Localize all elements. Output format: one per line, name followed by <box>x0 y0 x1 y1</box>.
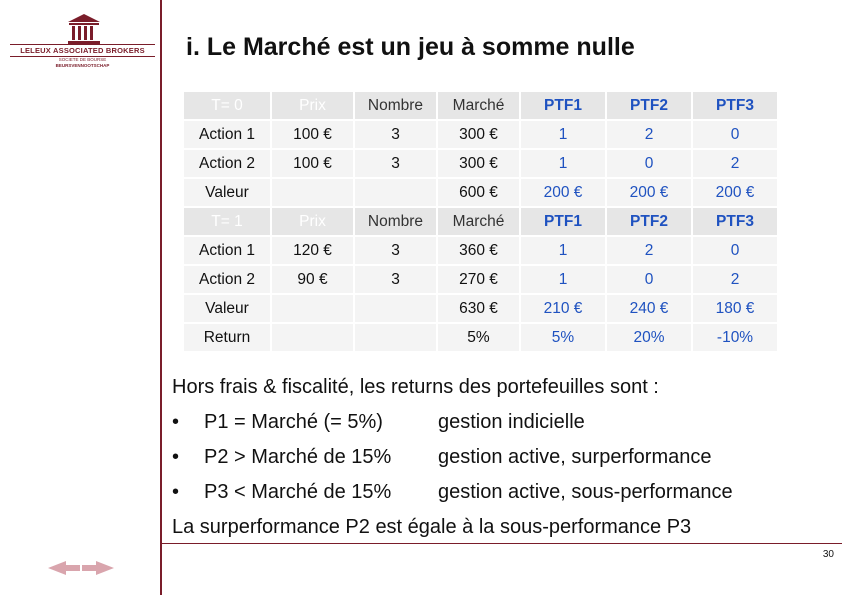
bullet-icon: • <box>172 481 180 503</box>
table-cell: 2 <box>693 266 777 293</box>
logo-subtitle-2: BEURSVENNOOTSCHAP <box>55 63 110 68</box>
table-cell: Action 2 <box>184 266 270 293</box>
table-cell: 5% <box>438 324 519 351</box>
slide-title: i. Le Marché est un jeu à somme nulle <box>186 33 635 61</box>
table-cell: 300 € <box>438 121 519 148</box>
header-cell: PTF1 <box>521 208 605 235</box>
table-cell: Action 1 <box>184 121 270 148</box>
table-cell: 2 <box>607 121 691 148</box>
previous-arrow-icon[interactable] <box>48 561 80 575</box>
table-cell: 120 € <box>272 237 353 264</box>
header-cell: Nombre <box>355 208 436 235</box>
table-row <box>184 295 777 322</box>
table-cell: 200 € <box>607 179 691 206</box>
table-cell: 600 € <box>438 179 519 206</box>
table-row <box>184 324 777 351</box>
list-item <box>172 440 832 475</box>
table-cell: 1 <box>521 266 605 293</box>
header-cell: PTF2 <box>607 208 691 235</box>
bullet-right-text: gestion indicielle <box>438 411 585 433</box>
table-cell: 200 € <box>521 179 605 206</box>
conclusion-text: La surperformance P2 est égale à la sous-performance P3 <box>172 516 692 538</box>
table-cell: 100 € <box>272 121 353 148</box>
bullet-icon: • <box>172 446 180 468</box>
logo-subtitle: SOCIETE DE BOURSE <box>58 57 107 62</box>
header-cell: Prix <box>272 92 353 119</box>
list-item <box>172 405 832 440</box>
table-cell: 90 € <box>272 266 353 293</box>
header-cell: Marché <box>438 92 519 119</box>
table-cell: 2 <box>693 150 777 177</box>
intro-text: Hors frais & fiscalité, les returns des portefeuilles sont : <box>172 376 659 398</box>
table-cell: 3 <box>355 121 436 148</box>
table-cell: 0 <box>607 150 691 177</box>
table-cell: 0 <box>693 237 777 264</box>
table-cell: 100 € <box>272 150 353 177</box>
table-cell <box>272 179 353 206</box>
table-cell: 180 € <box>693 295 777 322</box>
table-row <box>184 121 777 148</box>
table-cell: Valeur <box>184 295 270 322</box>
table-cell: 210 € <box>521 295 605 322</box>
table-cell: Valeur <box>184 179 270 206</box>
header-cell: Prix <box>272 208 353 235</box>
table-cell <box>355 179 436 206</box>
table-row <box>184 266 777 293</box>
header-cell: PTF3 <box>693 92 777 119</box>
table-cell <box>355 295 436 322</box>
table-cell: -10% <box>693 324 777 351</box>
table-cell: 3 <box>355 237 436 264</box>
slide-navigation <box>46 560 116 576</box>
table-cell: 0 <box>693 121 777 148</box>
footer-divider <box>160 543 842 544</box>
header-cell: Nombre <box>355 92 436 119</box>
header-cell: Marché <box>438 208 519 235</box>
table-cell: Action 1 <box>184 237 270 264</box>
table-cell: 360 € <box>438 237 519 264</box>
portfolio-table <box>182 90 779 353</box>
header-cell: T= 1 <box>184 208 270 235</box>
table-cell: 20% <box>607 324 691 351</box>
table-cell: 1 <box>521 121 605 148</box>
list-item <box>172 475 832 510</box>
page-number: 30 <box>822 549 834 560</box>
bullet-left-text: P1 = Marché (= 5%) <box>204 411 383 433</box>
table-cell: 3 <box>355 150 436 177</box>
bullet-left-text: P2 > Marché de 15% <box>204 446 392 468</box>
next-arrow-icon[interactable] <box>82 561 114 575</box>
bullet-right-text: gestion active, sous-performance <box>438 481 733 503</box>
table-row <box>184 237 777 264</box>
table-cell: 240 € <box>607 295 691 322</box>
table-header-row <box>184 92 777 119</box>
header-cell: PTF3 <box>693 208 777 235</box>
table-row <box>184 150 777 177</box>
table-cell: 3 <box>355 266 436 293</box>
table-cell: 1 <box>521 237 605 264</box>
bullet-left-text: P3 < Marché de 15% <box>204 481 392 503</box>
table-cell <box>272 295 353 322</box>
table-cell <box>272 324 353 351</box>
bullet-right-text: gestion active, surperformance <box>438 446 712 468</box>
logo <box>0 0 160 110</box>
table-cell: 5% <box>521 324 605 351</box>
table-cell: 630 € <box>438 295 519 322</box>
bullet-icon: • <box>172 411 180 433</box>
building-icon <box>64 12 104 46</box>
vertical-divider <box>160 0 162 595</box>
table-cell <box>355 324 436 351</box>
table-cell: 300 € <box>438 150 519 177</box>
header-cell: PTF2 <box>607 92 691 119</box>
table-cell: 270 € <box>438 266 519 293</box>
summary-text <box>172 370 832 545</box>
header-cell: T= 0 <box>184 92 270 119</box>
table-cell: 200 € <box>693 179 777 206</box>
table-cell: Action 2 <box>184 150 270 177</box>
logo-name: LELEUX ASSOCIATED BROKERS <box>10 44 155 57</box>
table-cell: 0 <box>607 266 691 293</box>
table-cell: 1 <box>521 150 605 177</box>
header-cell: PTF1 <box>521 92 605 119</box>
table-header-row <box>184 208 777 235</box>
table-cell: Return <box>184 324 270 351</box>
table-row <box>184 179 777 206</box>
table-cell: 2 <box>607 237 691 264</box>
